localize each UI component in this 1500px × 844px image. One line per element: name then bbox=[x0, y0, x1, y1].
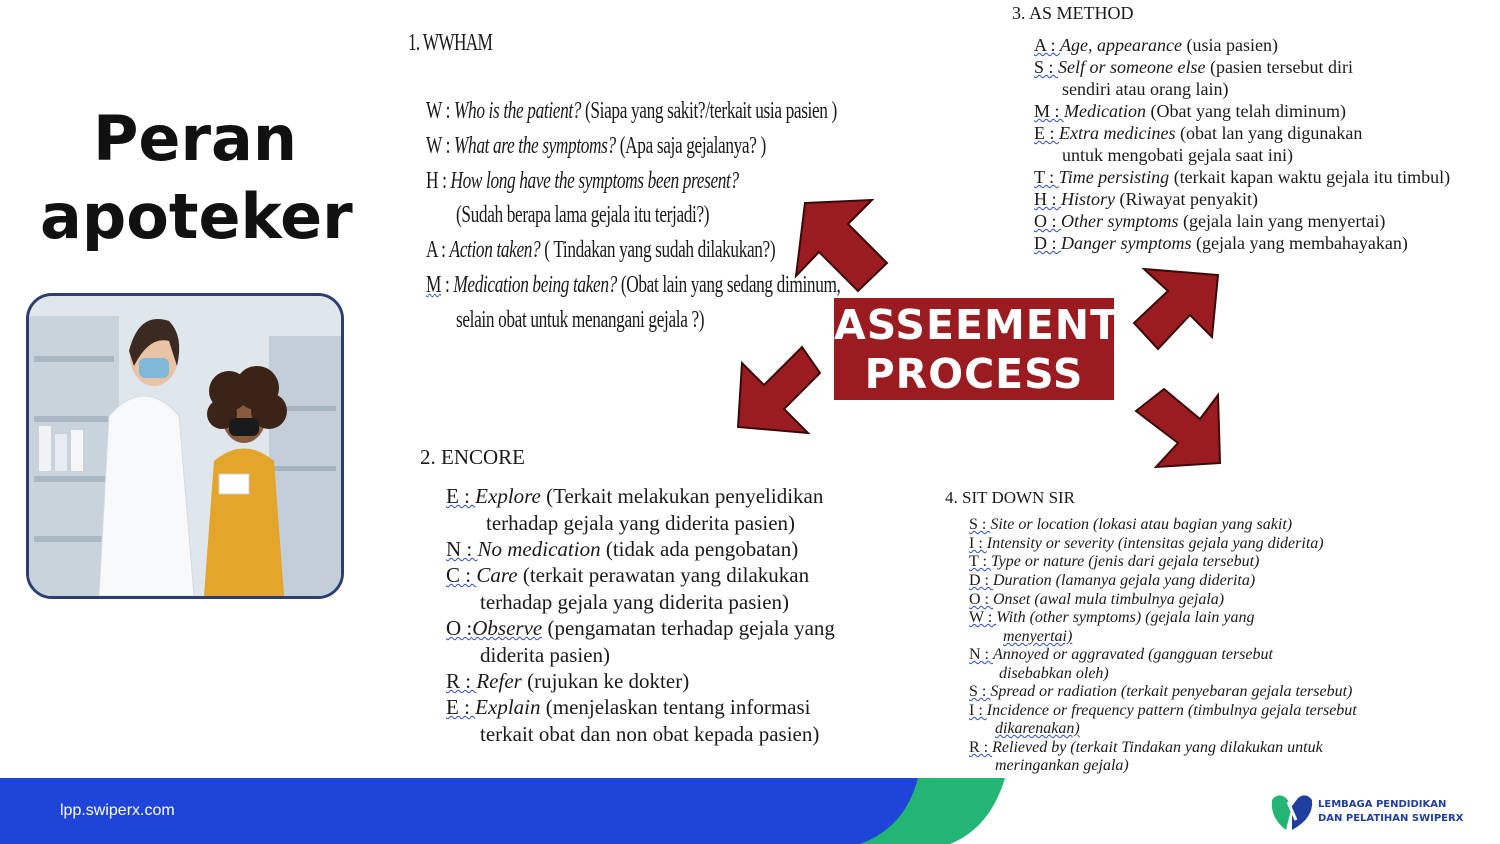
sit-down-sir-line: W : With (other symptoms) (gejala lain yang bbox=[969, 609, 1255, 626]
as-method-heading: 3. AS METHOD bbox=[1012, 3, 1134, 23]
logo-line-1: LEMBAGA PENDIDIKAN bbox=[1318, 799, 1447, 810]
footer-url-link[interactable]: lpp.swiperx.com bbox=[60, 802, 175, 819]
wwham-line: W : Who is the patient? (Siapa yang sakit?/terkait usia pasien ) bbox=[426, 98, 837, 124]
encore-line: terkait obat dan non obat kepada pasien) bbox=[480, 722, 820, 746]
encore-line: R : Refer (rujukan ke dokter) bbox=[446, 669, 690, 693]
sit-down-sir-line: N : Annoyed or aggravated (gangguan tersebut bbox=[969, 646, 1273, 663]
encore-line: C : Care (terkait perawatan yang dilakukan bbox=[446, 563, 810, 587]
assessment-label: ASSEEMENT bbox=[834, 301, 1120, 349]
encore-line: diderita pasien) bbox=[480, 643, 611, 667]
sit-down-sir-heading: 4. SIT DOWN SIR bbox=[945, 488, 1076, 507]
as-method-line: sendiri atau orang lain) bbox=[1062, 79, 1229, 99]
as-method-line: H : History (Riwayat penyakit) bbox=[1034, 189, 1258, 209]
as-method-line: A : Age, appearance (usia pasien) bbox=[1034, 35, 1278, 55]
sit-down-sir-line: I : Incidence or frequency pattern (timbulnya gejala tersebut bbox=[969, 702, 1357, 719]
title-line-2: apoteker bbox=[40, 180, 353, 253]
page-title bbox=[40, 100, 353, 256]
encore-line: E : Explore (Terkait melakukan penyelidikan bbox=[446, 484, 824, 508]
sit-down-sir-line: I : Intensity or severity (intensitas gejala yang diderita) bbox=[969, 535, 1324, 552]
wwham-line: M : Medication being taken? (Obat lain yang sedang diminum, bbox=[426, 272, 841, 298]
encore-line: terhadap gejala yang diderita pasien) bbox=[486, 511, 796, 535]
encore-line: O :Observe (pengamatan terhadap gejala yang bbox=[446, 616, 835, 640]
arrow-up-left-icon bbox=[796, 200, 887, 291]
assessment-process-box bbox=[834, 298, 1120, 400]
as-method-line: untuk mengobati gejala saat ini) bbox=[1062, 145, 1293, 165]
wwham-line: H : How long have the symptoms been present? bbox=[426, 168, 739, 194]
pharmacist-illustration bbox=[29, 296, 341, 596]
as-method-line: D : Danger symptoms (gejala yang membahayakan) bbox=[1034, 233, 1408, 253]
sit-down-sir-line: R : Relieved by (terkait Tindakan yang dilakukan untuk bbox=[969, 739, 1323, 756]
sit-down-sir-line: O : Onset (awal mula timbulnya gejala) bbox=[969, 591, 1225, 608]
swiperx-logo-icon bbox=[1268, 790, 1316, 834]
encore-line: N : No medication (tidak ada pengobatan) bbox=[446, 537, 799, 561]
sit-down-sir-line: D : Duration (lamanya gejala yang diderita) bbox=[969, 572, 1256, 589]
wwham-line: W : What are the symptoms? (Apa saja gejalanya? ) bbox=[426, 133, 766, 159]
wwham-section bbox=[408, 30, 841, 333]
as-method-line: S : Self or someone else (pasien tersebut diri bbox=[1034, 57, 1353, 77]
as-method-line: M : Medication (Obat yang telah diminum) bbox=[1034, 101, 1346, 121]
arrow-down-left-icon bbox=[738, 347, 820, 433]
arrow-up-right-icon bbox=[1134, 269, 1218, 349]
title-line-1: Peran bbox=[92, 102, 298, 175]
sit-down-sir-line: meringankan gejala) bbox=[995, 757, 1129, 774]
logo-text bbox=[1318, 798, 1463, 826]
sit-down-sir-line: disebabkan oleh) bbox=[999, 665, 1109, 682]
wwham-line: selain obat untuk menangani gejala ?) bbox=[456, 307, 705, 333]
as-method-line: E : Extra medicines (obat lan yang digunakan bbox=[1034, 123, 1363, 143]
as-method-line: O : Other symptoms (gejala lain yang menyertai) bbox=[1034, 211, 1386, 231]
wwham-heading: 1. WWHAM bbox=[408, 30, 493, 56]
wwham-line: A : Action taken? ( Tindakan yang sudah dilakukan?) bbox=[426, 237, 776, 263]
process-label: PROCESS bbox=[864, 350, 1084, 398]
encore-heading: 2. ENCORE bbox=[420, 445, 525, 469]
encore-line: terhadap gejala yang diderita pasien) bbox=[480, 590, 790, 614]
sit-down-sir-line: S : Site or location (lokasi atau bagian yang sakit) bbox=[969, 516, 1293, 533]
as-method-line: T : Time persisting (terkait kapan waktu gejala itu timbul) bbox=[1034, 167, 1451, 187]
arrow-down-right-icon bbox=[1136, 389, 1220, 467]
sit-down-sir-line: dikarenakan) bbox=[995, 720, 1080, 737]
pharmacist-photo bbox=[26, 293, 344, 599]
sit-down-sir-line: T : Type or nature (jenis dari gejala tersebut) bbox=[969, 553, 1260, 570]
sit-down-sir-line: menyertai) bbox=[1003, 628, 1073, 645]
encore-line: E : Explain (menjelaskan tentang informasi bbox=[446, 695, 811, 719]
wwham-line: (Sudah berapa lama gejala itu terjadi?) bbox=[456, 202, 710, 228]
sit-down-sir-line: S : Spread or radiation (terkait penyebaran gejala tersebut) bbox=[969, 683, 1353, 700]
logo-line-2: DAN PELATIHAN SWIPERX bbox=[1318, 813, 1464, 824]
